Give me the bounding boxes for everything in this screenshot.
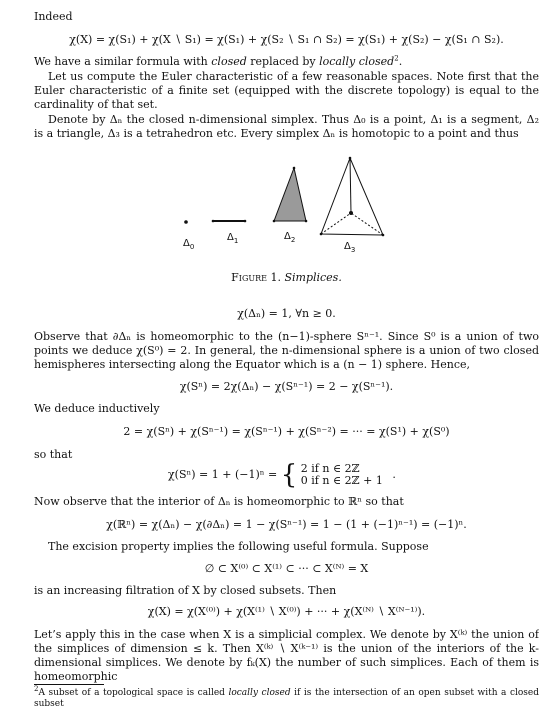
equation-euler-union: χ(X) = χ(S₁) + χ(X ∖ S₁) = χ(S₁) + χ(S₂ ∖ S₁ ∩ S₂) = χ(S₁) + χ(S₂) − χ(S₁ ∩ S₂). xyxy=(69,33,504,46)
cases-period: . xyxy=(392,468,396,481)
caption-text: Simplices. xyxy=(284,271,342,284)
equation-chi-simplex: χ(Δₙ) = 1, ∀n ≥ 0. xyxy=(237,307,336,320)
simplex-1-endpoint-a xyxy=(212,220,215,223)
similar-text-c: . xyxy=(398,55,403,68)
paragraph-similar-formula xyxy=(34,55,539,69)
simplex-3-vertex-left xyxy=(320,233,323,236)
case-even: 2 if n ∈ 2ℤ xyxy=(300,462,360,475)
paragraph-compute-euler: Let us compute the Euler characteristic of a few reasonable spaces. Note first that the Euler characteristic of a finite set (equipped with the discrete topology) is equal to the cardinality of that set. xyxy=(34,70,539,111)
label-delta-2: $\Delta_2$ xyxy=(284,231,296,244)
paragraph-simplicial-complex: Let’s apply this in the case when X is a simplicial complex. We denote by X⁽ᵏ⁾ the union of the simplices of dimension ≤ k. Then X⁽ᵏ⁾ ∖ X⁽ᵏ⁻¹⁾ is the union of the interiors of the k-dimensional simplices. We denote by fₖ(X) the number of such simplices. Each of them is homeomorphic xyxy=(34,628,539,683)
cases-block xyxy=(301,463,383,487)
paragraph-deduce-inductively: We deduce inductively xyxy=(34,402,160,415)
simplex-2-triangle xyxy=(274,168,306,221)
label-delta-0: $\Delta_0$ xyxy=(183,238,195,251)
paragraph-simplex-definition: Denote by Δₙ the closed n-dimensional simplex. Thus Δ₀ is a point, Δ₁ is a segment, Δ₂ is a triangle, Δ₃ is a tetrahedron etc. Every simplex Δₙ is homotopic to a point and thus xyxy=(34,113,539,140)
footnote-text-a: A subset of a topological space is called xyxy=(38,688,229,698)
cases-brace: { xyxy=(280,460,298,490)
case-odd: 0 if n ∈ 2ℤ + 1 xyxy=(300,474,383,487)
simplex-2-vertex-left xyxy=(273,220,276,223)
simplices-figure xyxy=(150,150,410,265)
equation-chi-filtration: χ(X) = χ(X⁽⁰⁾) + χ(X⁽¹⁾ ∖ X⁽⁰⁾) + ··· + χ(X⁽ᴺ⁾ ∖ X⁽ᴺ⁻¹⁾). xyxy=(147,605,426,618)
footnote-text-b: if is the intersection of an open subset with a closed subset xyxy=(34,688,539,709)
similar-text-a: We have a similar formula with xyxy=(34,55,212,68)
footnote xyxy=(34,685,539,710)
equation-filtration: ∅ ⊂ X⁽⁰⁾ ⊂ X⁽¹⁾ ⊂ ··· ⊂ X⁽ᴺ⁾ = X xyxy=(204,562,369,575)
label-delta-3: $\Delta_3$ xyxy=(344,241,356,254)
paragraph-excision: The excision property implies the following useful formula. Suppose xyxy=(48,540,429,553)
similar-locally-closed-italic: locally closed xyxy=(319,55,395,68)
equation-inductive-chain: 2 = χ(Sⁿ) + χ(Sⁿ⁻¹) = χ(Sⁿ⁻¹) + χ(Sⁿ⁻²) = ··· = χ(S¹) + χ(S⁰) xyxy=(123,425,450,438)
cases-lhs: χ(Sⁿ) = 1 + (−1)ⁿ = xyxy=(168,468,278,481)
paragraph-indeed: Indeed xyxy=(34,10,73,23)
simplex-3-vertex-top xyxy=(349,157,352,160)
footnote-locally-closed-italic: locally closed xyxy=(228,688,291,698)
footnote-number: 2 xyxy=(34,685,39,693)
paragraph-observe-sphere: Observe that ∂Δₙ is homeomorphic to the (n−1)-sphere Sⁿ⁻¹. Since S⁰ is a union of two points we deduce χ(S⁰) = 2. In general, the n-dimensional sphere is a union of two closed hemispheres intersecting along the Equator which is a (n − 1) sphere. Hence, xyxy=(34,330,539,371)
caption-prefix: Figure 1. xyxy=(231,271,281,284)
simplex-1-endpoint-b xyxy=(244,220,247,223)
simplex-2-vertex-top xyxy=(293,167,296,170)
similar-closed-italic: closed xyxy=(211,55,247,68)
equation-chi-rn: χ(ℝⁿ) = χ(Δₙ) − χ(∂Δₙ) = 1 − χ(Sⁿ⁻¹) = 1 − (1 + (−1)ⁿ⁻¹) = (−1)ⁿ. xyxy=(106,518,467,531)
label-delta-1: $\Delta_1$ xyxy=(227,232,239,245)
simplex-0-point xyxy=(184,220,188,224)
paragraph-so-that: so that xyxy=(34,448,73,461)
similar-text-b: replaced by xyxy=(246,55,320,68)
paragraph-interior-homeomorphic: Now observe that the interior of Δₙ is homeomorphic to ℝⁿ so that xyxy=(34,495,404,508)
figure-caption xyxy=(34,271,539,285)
simplex-3-outer-edges xyxy=(321,158,383,235)
footnote-rule xyxy=(34,684,104,685)
simplex-3-vertex-right xyxy=(382,234,385,237)
simplex-3-vertex-back xyxy=(349,211,353,215)
paragraph-increasing-filtration: is an increasing filtration of X by closed subsets. Then xyxy=(34,584,337,597)
simplex-2-vertex-right xyxy=(305,220,308,223)
simplex-3-inner-edge xyxy=(350,158,351,213)
equation-sphere-cases xyxy=(168,460,396,490)
footnote-marker: 2 xyxy=(394,54,399,63)
equation-sphere-recursion: χ(Sⁿ) = 2χ(Δₙ) − χ(Sⁿ⁻¹) = 2 − χ(Sⁿ⁻¹). xyxy=(179,380,394,393)
